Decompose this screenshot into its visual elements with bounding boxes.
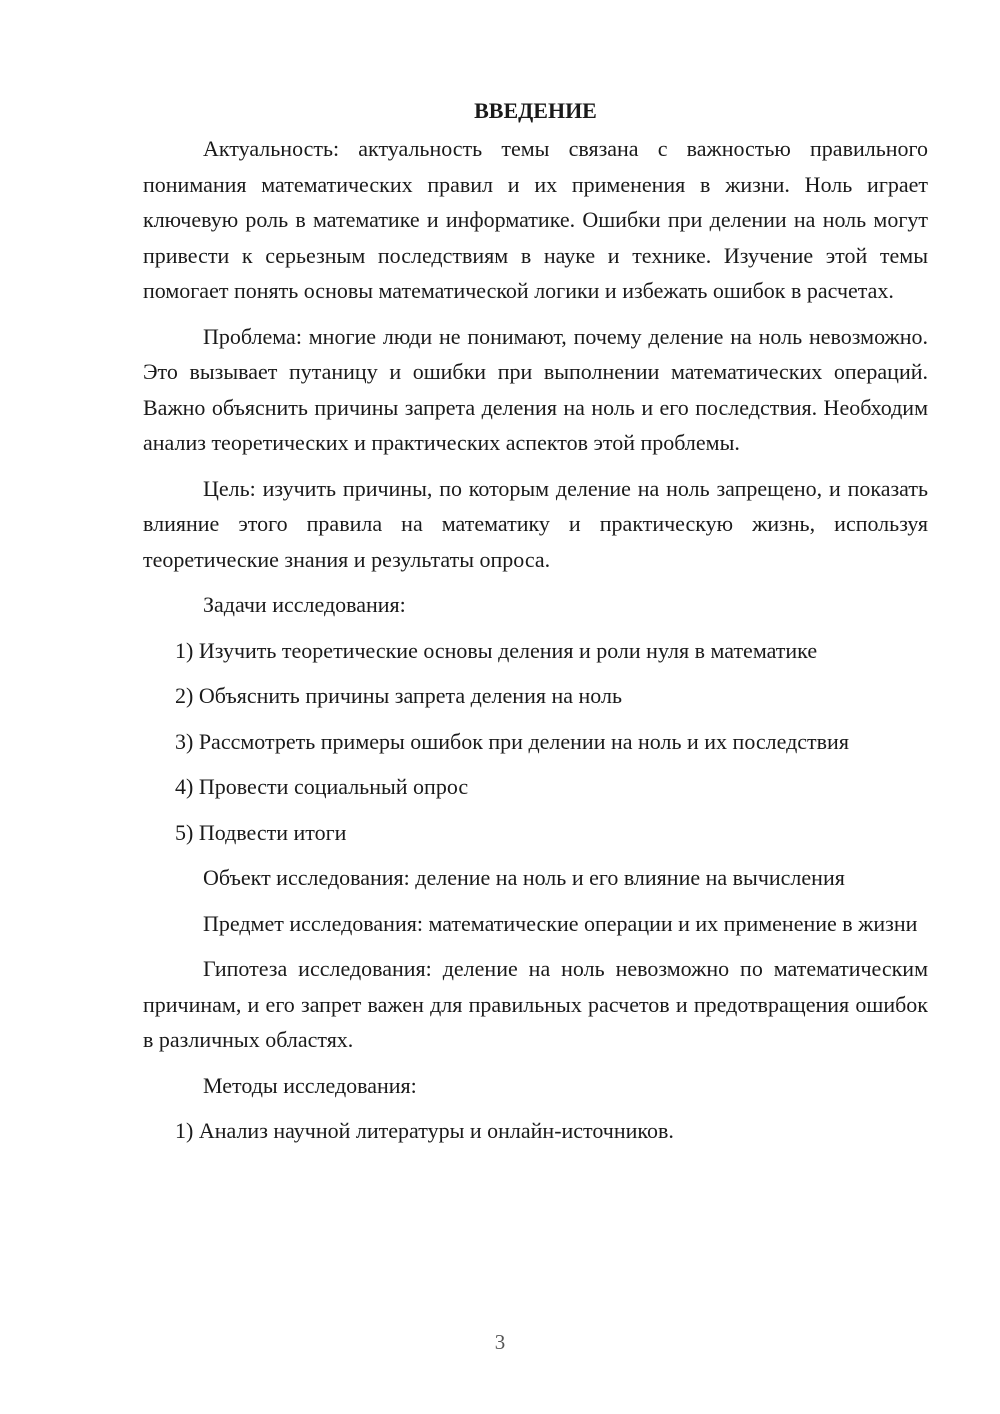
- methods-heading: Методы исследования:: [203, 1072, 417, 1098]
- paragraph-problem: Проблема: многие люди не понимают, почему деление на ноль невозможно. Это вызывает путаницу и ошибки при выполнении математических операций. Важно объяснить причины запрета деления на ноль и его последствия. Необходим анализ теоретических и практических аспектов этой проблемы.: [143, 323, 928, 455]
- task-item-5: 5) Подвести итоги: [175, 819, 347, 845]
- task-item-3: 3) Рассмотреть примеры ошибок при делении на ноль и их последствия: [175, 728, 849, 754]
- section-title: ВВЕДЕНИЕ: [474, 98, 597, 123]
- paragraph-subject: Предмет исследования: математические операции и их применение в жизни: [203, 910, 918, 936]
- paragraph-relevance: Актуальность: актуальность темы связана с важностью правильного понимания математических правил и их применения в жизни. Ноль играет ключевую роль в математике и информатике. Ошибки при делении на ноль могут привести к серьезным последствиям в науке и технике. Изучение этой темы помогает понять основы математической логики и избежать ошибок в расчетах.: [143, 136, 928, 303]
- task-item-2: 2) Объяснить причины запрета деления на ноль: [175, 683, 623, 708]
- method-item-1: 1) Анализ научной литературы и онлайн-источников.: [175, 1118, 674, 1143]
- tasks-heading: Задачи исследования:: [203, 592, 406, 617]
- paragraph-goal: Цель: изучить причины, по которым деление на ноль запрещено, и показать влияние этого правила на математику и практическую жизнь, используя теоретические знания и результаты опроса.: [143, 475, 928, 572]
- document-page: [143, 95, 928, 1159]
- task-item-4: 4) Провести социальный опрос: [175, 774, 469, 799]
- paragraph-object: Объект исследования: деление на ноль и его влияние на вычисления: [203, 865, 845, 890]
- task-item-1: 1) Изучить теоретические основы деления и роли нуля в математике: [175, 637, 818, 663]
- page-number: 3: [494, 1330, 506, 1354]
- paragraph-hypothesis: Гипотеза исследования: деление на ноль невозможно по математическим причинам, и его запрет важен для правильных расчетов и предотвращения ошибок в различных областях.: [143, 956, 928, 1052]
